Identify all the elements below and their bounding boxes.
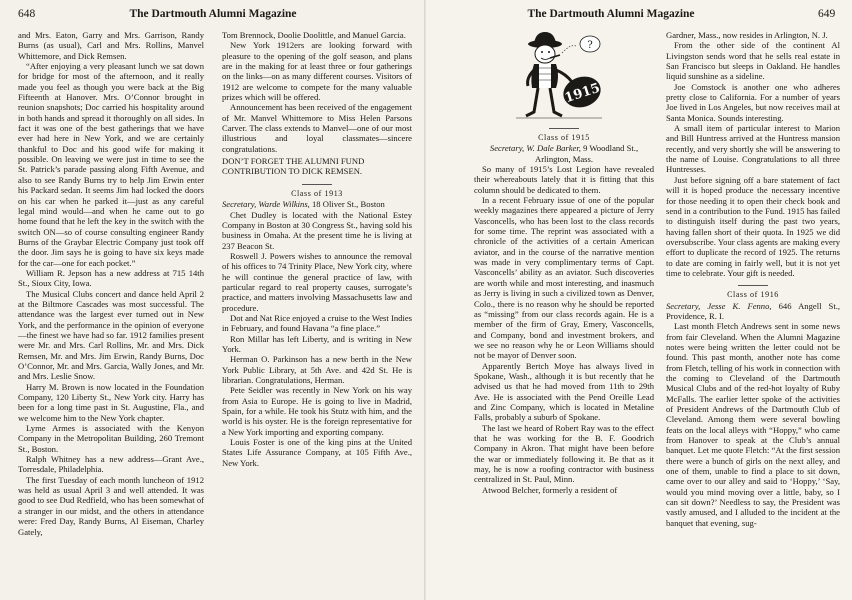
cartoon-1915-mascot-icon [512, 30, 616, 126]
left-column-1 [18, 30, 204, 592]
secretary-address: 18 Oliver St., Boston [312, 199, 385, 210]
secretary-label: Secretary, W. Dale Barker, [489, 143, 581, 154]
paragraph: William R. Jepson has a new address at 715 14th St., Sioux City, Iowa. [18, 267, 204, 289]
paragraph: Ralph Whitney has a new address—Grant Ave., Torresdale, Philadelphia. [18, 454, 204, 475]
balloon-text: ? [587, 40, 593, 51]
page-number-left: 648 [18, 8, 36, 20]
alumni-fund-reminder: DON’T FORGET THE ALUMNI FUND CONTRIBUTION TO DICK REMSEN. [222, 156, 365, 177]
running-head-right: The Dartmouth Alumni Magazine [527, 8, 695, 20]
secretary-line-1916 [666, 301, 840, 322]
paragraph: Joe Comstock is another one who adheres pretty close to California. For a number of years Joe lived in Los Angeles, but now receives mail at Santa Monica. Sounds interesting. [666, 81, 840, 123]
paragraph: Chet Dudley is located with the National Estey Company in Boston at 30 Congress St., having sold his business in Omaha. At the present time he is living at 237 Beacon St. [222, 209, 412, 251]
paragraph: Gardner, Mass., now resides in Arlington, N. J. [666, 30, 828, 40]
class-heading-1915: Class of 1915 [474, 128, 654, 143]
paragraph: Apparently Bertch Moye has always lived in Spokane, Wash., although it is but recently that he advised us that he had moved from 11th to 29th Ave. He is associated with the Pend Oreille Lead and Zinc Company, which is located in Metaline Falls, probably a suburb of Spokane. [474, 360, 654, 423]
secretary-label: Secretary, Warde Wilkins, [222, 199, 310, 210]
paragraph: The last we heard of Robert Ray was to the effect that he was working for the B. F. Goodrich Company in Akron. That might have been before the war or immediately following it. Be that as it may, he is now a roofing contractor with business centralized in St. Paul, Minn. [474, 422, 654, 485]
paragraph: From the other side of the continent Al Livingston sends word that he sells real estate in San Francisco but sleeps in Oakland. He handles liquid sunshine as a sideline. [666, 40, 840, 82]
secretary-line-1913 [222, 199, 412, 209]
right-page [426, 0, 852, 600]
paragraph: Dot and Nat Rice enjoyed a cruise to the West Indies in February, and found Havana “a fine place.” [222, 312, 412, 334]
paragraph: The Musical Clubs concert and dance held April 2 at the Biltmore Cascades was most successful. The attendance was the largest ever turned out in New York, and the performance in the opinion of everyone—the finest we have had so far. 1912 families present were Mr. and Mrs. Carl Rollins, Mr. and Mrs. Dick Remsen, Mr. and Mrs. Jim Erwin, Randy Burns, Doc O’Connor, Mr. and Mrs. Garcia, Wally Jones, and Mr. and Mrs. Leslie Snow. [18, 288, 204, 382]
right-column-2 [666, 30, 840, 592]
paragraph: Ron Millar has left Liberty, and is writing in New York. [222, 333, 412, 354]
paragraph: Last month Fletch Andrews sent in some news from fair Cleveland. When the Alumni Magazine notes were being written the letter could not be found. This past month, another note has come from Fletch, telling of his work in connection with the coming to Cleveland of the Dartmouth Musical Clubs and of the red-hot loyalty of Ruby McFalls. The earlier letter spoke of the activities of President Andrews of the Dartmouth Club of Cleveland. Among them were several bowling feats on the local alleys with “Hoppy,” who came from Hanover to speak at the Club’s annual banquet. Let me quote Fletch: “At the first session there were a bunch of girls on the next alley, and one of them, unable to find a place to sit down, came over to our alley and said to ‘Hoppy,’ ‘Say, would you mind moving over a little, baby, so I can sit down?’ Needless to say, the President was vastly amused, and I alluded to the incident at the banquet that evening, sug- [666, 321, 840, 528]
paragraph: “After enjoying a very pleasant lunch we sat down for bridge for most of the afternoon, and it really made you feel as though you were back at the Big Fifteenth at Hanover. Mrs. O’Connor brought in reunion snapshots; Doc carried his hospitality around in both hands and spread it thoroughly on all sides. In fact it was one of the best gatherings that we have ever had here in New York, and we are certainly thankful to Doc and his good wife for making it possible. On leaving we were just in time to see the St. Patrick’s parade passing along Fifth Avenue, and also to see Randy Burns try to help Jim Erwin enter his Packard sedan. It seems Jim had locked the doors on his car when he parked it—just as any careful legal mind would—and when he came out to go home found that he left the key in the switch with the switch ON—so of course consulting engineer Randy Burns of the Graybar Electric Company just took off the door. Jim says he is going to have six keys made for the car—one for each pocket.” [18, 61, 204, 268]
running-head-left: The Dartmouth Alumni Magazine [129, 8, 297, 20]
paragraph: The first Tuesday of each month luncheon of 1912 was held as usual April 3 and well attended. It was good to see Dud Redfield, who has been somewhat of a stranger in our midst, and the others in attendance were: Fred Day, Randy Burns, Al Eiseman, Charley Gately, [18, 474, 204, 537]
paragraph: Harry M. Brown is now located in the Foundation Company, 120 Liberty St., New York city. Harry has been for a long time past in St. Augustine, Fla., and we welcome him to the New York chapter. [18, 381, 204, 423]
page-number-right: 649 [818, 8, 836, 20]
secretary-line-1915 [474, 143, 654, 164]
pennant-text: 1915 [562, 80, 602, 107]
paragraph: Atwood Belcher, formerly a resident of [482, 484, 618, 495]
paragraph: Lyme Armes is associated with the Kenyon Company in the Metropolitan Building, 260 Tremont St., Boston. [18, 423, 204, 454]
paragraph: Herman O. Parkinson has a new berth in the New York Public Library, at 5th Ave. and 42d St. He is librarian. Congratulations, Herman. [222, 354, 412, 385]
paragraph: A small item of particular interest to Marion and Bill Huntress arrived at the Huntress mansion recently, and very shortly she will be answering to the name of Louise. Congratulations to all three Huntresses. [666, 123, 840, 175]
paragraph: and Mrs. Eaton, Garry and Mrs. Garrison, Randy Burns (as usual), Carl and Mrs. Rollins, Manvel Whittemore, and Dick Remsen. [18, 30, 204, 61]
paragraph: Tom Brennock, Doolie Doolittle, and Manuel Garcia. [222, 30, 406, 40]
secretary-label: Secretary, Jesse K. Fenno, [666, 300, 772, 311]
paragraph: So many of 1915’s Lost Legion have revealed their whereabouts lately that it is fitting that this column should be dedicated to them. [474, 164, 654, 195]
paragraph: In a recent February issue of one of the popular weekly magazines there appeared a picture of Jerry Vasconcells, who has been lost to the class records for some time. The reprint was associated with a chronicle of the activities of a certain American aviator, and in the course of the narrative mention was made in very complimentary terms of Capt. Vasconcells’ ability as an aviator. Such discoveries are worth while and most interesting, and inasmuch as Jerry is living in such a civilized town as Denver, Colo., there is no reason why he should be reported as “missing” from our class records again. He is a member of the firm of Gray, Emery, Vasconcells, and Company, bond and investment brokers, and we see no reason why he or Leon Williams should not be mayor of Denver soon. [474, 195, 654, 361]
secretary-address: 646 Angell St., Providence, R. I. [666, 300, 840, 321]
paragraph: Louis Foster is one of the king pins at the United States Life Assurance Company, at 105 Fifth Ave., New York. [222, 437, 412, 468]
left-column-2 [222, 30, 412, 592]
secretary-address: 9 Woodland St., Arlington, Mass. [534, 143, 639, 164]
paragraph: New York 1912ers are looking forward with pleasure to the opening of the golf season, and plans are in the making for at least three or four gatherings on the links—on as many different courses. Visitors of 1912 are welcome to compete for the many valuable prizes which will be offered. [222, 40, 412, 103]
paragraph: Pete Seidler was recently in New York on his way from Asia to Europe. He is going to live in Madrid, Spain, for a while. He took his Stutz with him, and the world is his oyster. He is the foreign representative for a New York importing and exporting company. [222, 385, 412, 437]
paragraph: Announcement has been received of the engagement of Mr. Manvel Whittemore to Miss Helen Parsons Carver. The class extends to Manvel—one of our most illustrious and loyal classmates—sincere congratulations. [222, 102, 412, 154]
paragraph: Just before signing off a bare statement of fact will it is hoped produce the necessary incentive for those needing it to open their check book and send in a contribution to the Fund. 1915 has failed to distinguish itself during the past two years, having fallen short of their quota. In 1925 we did oversubscribe. Your class agents are making every effort to duplicate the record of 1925. The returns to date are coming in fairly well, but it is not yet time to celebrate. Your gift is needed. [666, 174, 840, 278]
class-heading-1913: Class of 1913 [222, 184, 412, 199]
paragraph: Roswell J. Powers wishes to announce the removal of his offices to 74 Trinity Place, New York city, where he will continue the general practice of law, with particular regard to real property causes, surrogate’s practice, and matters involving Massachusetts law and procedure. [222, 250, 412, 313]
right-column-1 [474, 30, 654, 592]
class-heading-1916: Class of 1916 [666, 285, 840, 300]
